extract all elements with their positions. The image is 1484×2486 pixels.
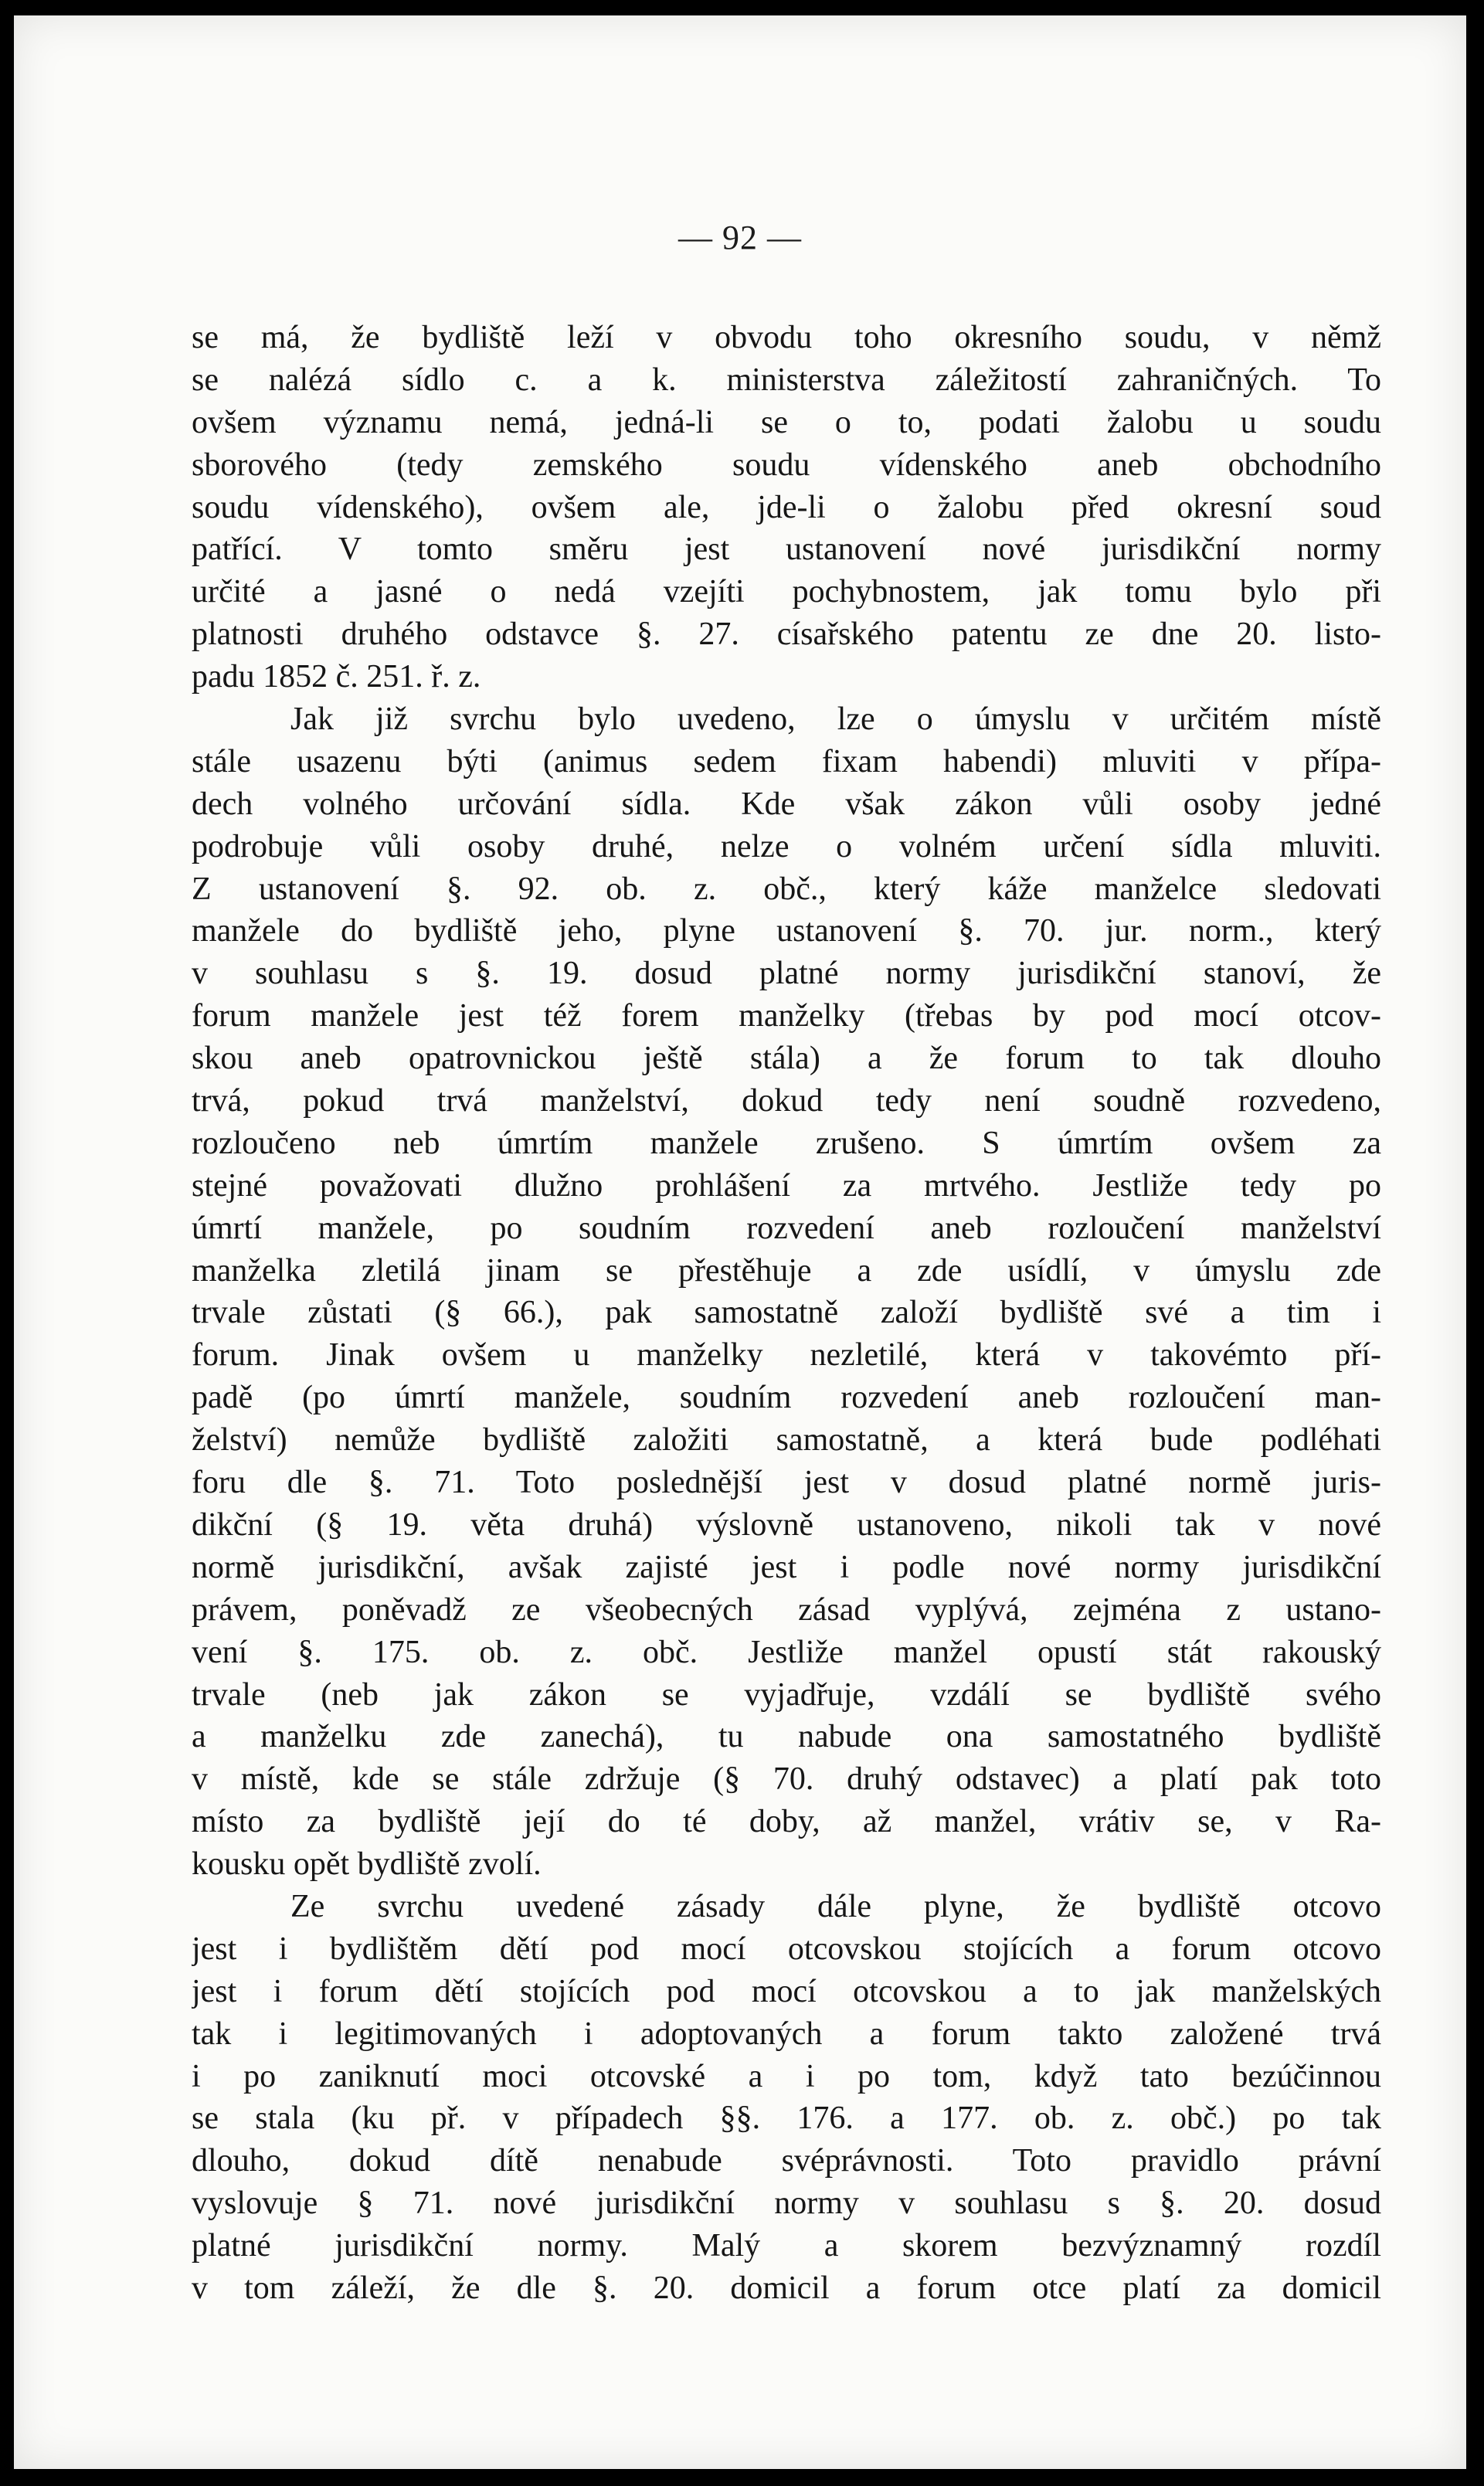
text-line: vyslovuje § 71. nové jurisdikční normy v souhlasu s §. 20. dosud	[192, 2185, 1381, 2222]
text-line: dech volného určování sídla. Kde však zákon vůli osoby jedné	[192, 786, 1381, 822]
text-line: dlouho, dokud dítě nenabude svéprávnosti. Toto pravidlo právní	[192, 2143, 1381, 2179]
text-line: platnosti druhého odstavce §. 27. císařského patentu ze dne 20. listo-	[192, 616, 1381, 653]
text-line: podrobuje vůli osoby druhé, nelze o volném určení sídla mluviti.	[192, 828, 1381, 864]
text-line: i po zaniknutí moci otcovské a i po tom, když tato bezúčinnou	[192, 2058, 1381, 2094]
text-line: manžele do bydliště jeho, plyne ustanovení §. 70. jur. norm., který	[192, 913, 1381, 949]
text-line: se má, že bydliště leží v obvodu toho okresního soudu, v němž	[192, 320, 1381, 355]
text-line: želství) nemůže bydliště založiti samostatně, a která bude podléhati	[192, 1422, 1381, 1459]
text-line: stejné považovati dlužno prohlášení za mrtvého. Jestliže tedy po	[192, 1167, 1381, 1204]
text-line: forum. Jinak ovšem u manželky nezletilé, která v takovémto pří-	[192, 1337, 1381, 1374]
text-line: Jak již svrchu bylo uvedeno, lze o úmyslu v určitém místě	[290, 701, 1381, 738]
text-line: normě jurisdikční, avšak zajisté jest i podle nové normy jurisdikční	[192, 1549, 1381, 1585]
text-line: vení §. 175. ob. z. obč. Jestliže manžel opustí stát rakouský	[192, 1634, 1381, 1670]
text-line: manželka zletilá jinam se přestěhuje a zde usídlí, v úmyslu zde	[192, 1252, 1381, 1289]
text-line: forum manžele jest též forem manželky (třebas by pod mocí otcov-	[192, 998, 1381, 1034]
text-line: platné jurisdikční normy. Malý a skorem bezvýznamný rozdíl	[192, 2228, 1381, 2264]
text-line: jest i bydlištěm dětí pod mocí otcovskou stojících a forum otcovo	[192, 1931, 1381, 1967]
text-line: se stala (ku př. v případech §§. 176. a 177. ob. z. obč.) po tak	[192, 2101, 1381, 2137]
text-line: v místě, kde se stále zdržuje (§ 70. druhý odstavec) a platí pak toto	[192, 1761, 1381, 1798]
text-line: padě (po úmrtí manžele, soudním rozvedení aneb rozloučení man-	[192, 1380, 1381, 1416]
text-line: sborového (tedy zemského soudu vídenského aneb obchodního	[192, 447, 1381, 483]
text-line: a manželku zde zanechá), tu nabude ona samostatného bydliště	[192, 1719, 1381, 1755]
text-line: tak i legitimovaných i adoptovaných a forum takto založené trvá	[192, 2016, 1381, 2052]
text-line: v souhlasu s §. 19. dosud platné normy jurisdikční stanoví, že	[192, 956, 1381, 992]
page-number: — 92 —	[678, 219, 802, 256]
text-line: padu 1852 č. 251. ř. z.	[192, 659, 481, 695]
text-line: Z ustanovení §. 92. ob. z. obč., který káže manželce sledovati	[192, 871, 1381, 907]
text-line: stále usazenu býti (animus sedem fixam habendi) mluviti v přípa-	[192, 743, 1381, 779]
text-line: foru dle §. 71. Toto poslednější jest v dosud platné normě juris-	[192, 1465, 1381, 1501]
text-line: kousku opět bydliště zvolí.	[192, 1846, 542, 1883]
text-line: v tom záleží, že dle §. 20. domicil a forum otce platí za domicil	[192, 2270, 1381, 2306]
text-line: soudu vídenského), ovšem ale, jde-li o žalobu před okresní soud	[192, 489, 1381, 525]
text-line: trvale (neb jak zákon se vyjadřuje, vzdálí se bydliště svého	[192, 1676, 1381, 1713]
text-line: skou aneb opatrovnickou ještě stála) a že forum to tak dlouho	[192, 1041, 1381, 1077]
text-line: rozloučeno neb úmrtím manžele zrušeno. S úmrtím ovšem za	[192, 1125, 1381, 1161]
text-line: dikční (§ 19. věta druhá) výslovně ustanoveno, nikoli tak v nové	[192, 1506, 1381, 1543]
text-line: právem, poněvadž ze všeobecných zásad vyplývá, zejména z ustano-	[192, 1591, 1381, 1628]
text-line: místo za bydliště její do té doby, až manžel, vrátiv se, v Ra-	[192, 1804, 1381, 1840]
text-line: úmrtí manžele, po soudním rozvedení aneb rozloučení manželství	[192, 1210, 1381, 1246]
text-line: trvá, pokud trvá manželství, dokud tedy není soudně rozvedeno,	[192, 1083, 1381, 1119]
text-line: Ze svrchu uvedené zásady dále plyne, že bydliště otcovo	[290, 1888, 1381, 1924]
body-text	[192, 317, 1381, 2310]
text-line: jest i forum dětí stojících pod mocí otcovskou a to jak manželských	[192, 1973, 1381, 2009]
book-page	[14, 15, 1466, 2469]
text-line: se nalézá sídlo c. a k. ministerstva záležitostí zahraničných. To	[192, 362, 1381, 398]
text-line: ovšem významu nemá, jedná-li se o to, podati žalobu u soudu	[192, 404, 1381, 440]
text-line: trvale zůstati (§ 66.), pak samostatně založí bydliště své a tim i	[192, 1295, 1381, 1331]
text-line: určité a jasné o nedá vzejíti pochybnostem, jak tomu bylo při	[192, 574, 1381, 610]
text-line: patřící. V tomto směru jest ustanovení nové jurisdikční normy	[192, 532, 1381, 568]
